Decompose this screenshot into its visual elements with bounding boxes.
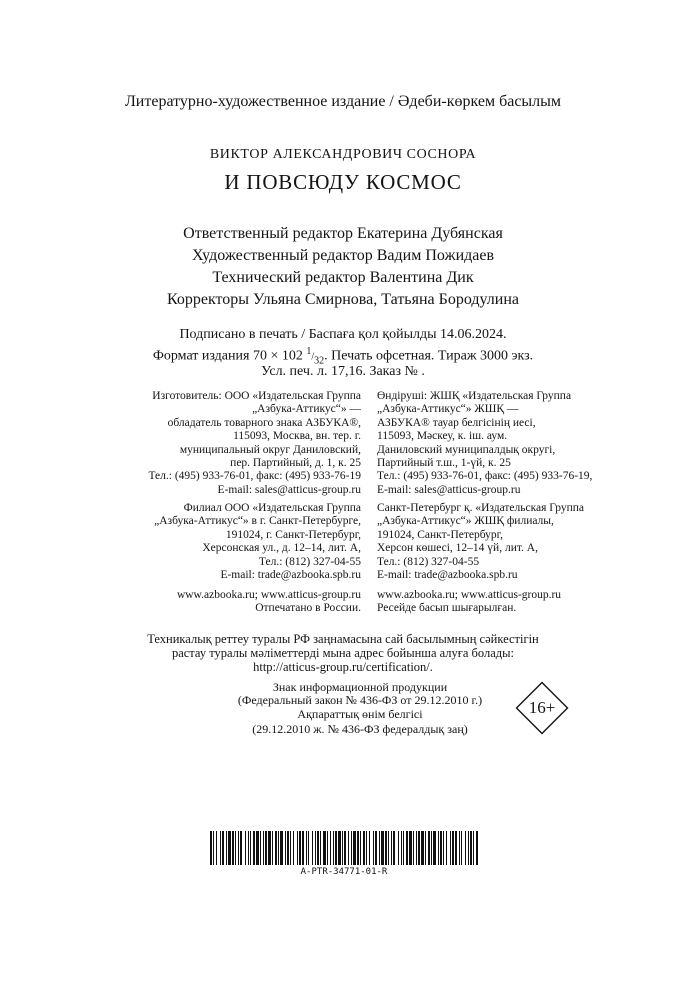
manufacturer-phone: Тел.: (495) 933-76-01, факс: (495) 933-76-19 — [148, 470, 361, 483]
branch-line: Херсон көшесі, 12–14 үй, лит. А, — [377, 542, 538, 555]
info-mark-line: (Федеральный закон № 436-ФЗ от 29.12.2010 г.) — [237, 693, 483, 707]
web-block-kz — [377, 589, 686, 616]
manufacturer-line: муниципальный округ Даниловский, — [179, 443, 361, 456]
website-links: www.azbooka.ru; www.atticus-group.ru — [176, 589, 361, 601]
signed-date: Подписано в печать / Баспаға қол қойылды 14.06.2024. — [179, 327, 507, 342]
printed-in: Ресейде басып шығарылған. — [377, 602, 517, 615]
branch-block-kz — [377, 502, 686, 582]
edition-type: Литературно-художественное издание / Әдеби-көркем басылым — [124, 93, 562, 110]
staff-line: Корректоры Ульяна Смирнова, Татьяна Бородулина — [166, 291, 519, 308]
manufacturer-email: E-mail: sales@atticus-group.ru — [217, 483, 361, 496]
branch-line: 191024, Санкт-Петербург, — [377, 528, 503, 541]
branch-line: „Азбука-Аттикус“» ЖШҚ филиалы, — [377, 515, 554, 528]
manufacturer-line: Изготовитель: ООО «Издательская Группа — [152, 390, 361, 402]
tech-regulation-line: Техникалық реттеу туралы РФ заңнамасына сай басылымның сәйкестігін — [147, 632, 539, 646]
branch-phone: Тел.: (812) 327-04-55 — [377, 555, 480, 568]
age-rating: 16+ — [528, 698, 556, 717]
certification-url: http://atticus-group.ru/certification/. — [253, 660, 433, 674]
format-denominator: 32 — [314, 355, 325, 367]
manufacturer-line: „Азбука-Аттикус“» ЖШҚ — — [377, 403, 519, 416]
web-block-ru — [0, 589, 361, 616]
branch-line: Санкт-Петербург қ. «Издательская Группа — [377, 502, 584, 514]
branch-line: Херсонская ул., д. 12–14, лит. А, — [202, 542, 361, 555]
branch-line: Филиал ООО «Издательская Группа — [183, 502, 361, 514]
branch-block-ru — [0, 502, 361, 582]
manufacturer-block-kz — [377, 390, 686, 497]
author-name: ВИКТОР АЛЕКСАНДРОВИЧ СОСНОРА — [209, 147, 477, 162]
staff-line: Ответственный редактор Екатерина Дубянская — [183, 225, 503, 242]
manufacturer-line: 115093, Москва, вн. тер. г. — [233, 430, 361, 443]
branch-email: E-mail: trade@azbooka.spb.ru — [220, 569, 361, 582]
format-numerator: 1 — [306, 346, 312, 357]
manufacturer-line: Даниловский муниципалдық округі, — [377, 443, 556, 456]
staff-line: Художественный редактор Вадим Пожидаев — [191, 247, 495, 264]
branch-phone: Тел.: (812) 327-04-55 — [258, 555, 361, 568]
manufacturer-email: E-mail: sales@atticus-group.ru — [377, 483, 521, 496]
volume-order: Усл. печ. л. 17,16. Заказ № . — [261, 364, 425, 379]
printed-in: Отпечатано в России. — [255, 602, 361, 615]
manufacturer-line: Өндіруші: ЖШҚ «Издательская Группа — [377, 390, 572, 402]
manufacturer-line: обладатель товарного знака АЗБУКА®, — [167, 416, 361, 429]
barcode-icon — [210, 831, 478, 865]
branch-line: „Азбука-Аттикус“» в г. Санкт-Петербурге, — [154, 515, 361, 528]
info-mark-line: (29.12.2010 ж. № 436-ФЗ федералдық заң) — [252, 722, 468, 736]
format-text: Формат издания 70 × 102 — [152, 348, 307, 364]
manufacturer-phone: Тел.: (495) 933-76-01, факс: (495) 933-76-19, — [377, 470, 593, 483]
branch-line: 191024, г. Санкт-Петербург, — [225, 528, 361, 541]
manufacturer-line: пер. Партийный, д. 1, к. 25 — [230, 457, 361, 470]
info-mark-line: Ақпараттық өнім белгісі — [297, 707, 423, 721]
manufacturer-line: АЗБУКА® тауар белгісінің иесі, — [377, 416, 536, 429]
manufacturer-line: Партийный т.ш., 1-үй, к. 25 — [377, 457, 511, 470]
tech-regulation-line: растау туралы мәліметтерді мына адрес бойынша алуға болады: — [171, 646, 515, 660]
manufacturer-line: 115093, Мәскеу, к. іш. аум. — [377, 430, 508, 443]
format-text-rest: . Печать офсетная. Тираж 3000 экз. — [324, 348, 534, 364]
book-title: И ПОВСЮДУ КОСМОС — [224, 170, 462, 194]
manufacturer-line: „Азбука-Аттикус“» — — [252, 403, 361, 416]
barcode-label: A-PTR-34771-01-R — [300, 867, 388, 877]
branch-email: E-mail: trade@azbooka.spb.ru — [377, 569, 518, 582]
manufacturer-block-ru — [0, 390, 361, 497]
website-links: www.azbooka.ru; www.atticus-group.ru — [377, 589, 562, 601]
format-slash: / — [311, 351, 315, 363]
staff-line: Технический редактор Валентина Дик — [212, 269, 474, 286]
info-mark-line: Знак информационной продукции — [272, 680, 448, 694]
